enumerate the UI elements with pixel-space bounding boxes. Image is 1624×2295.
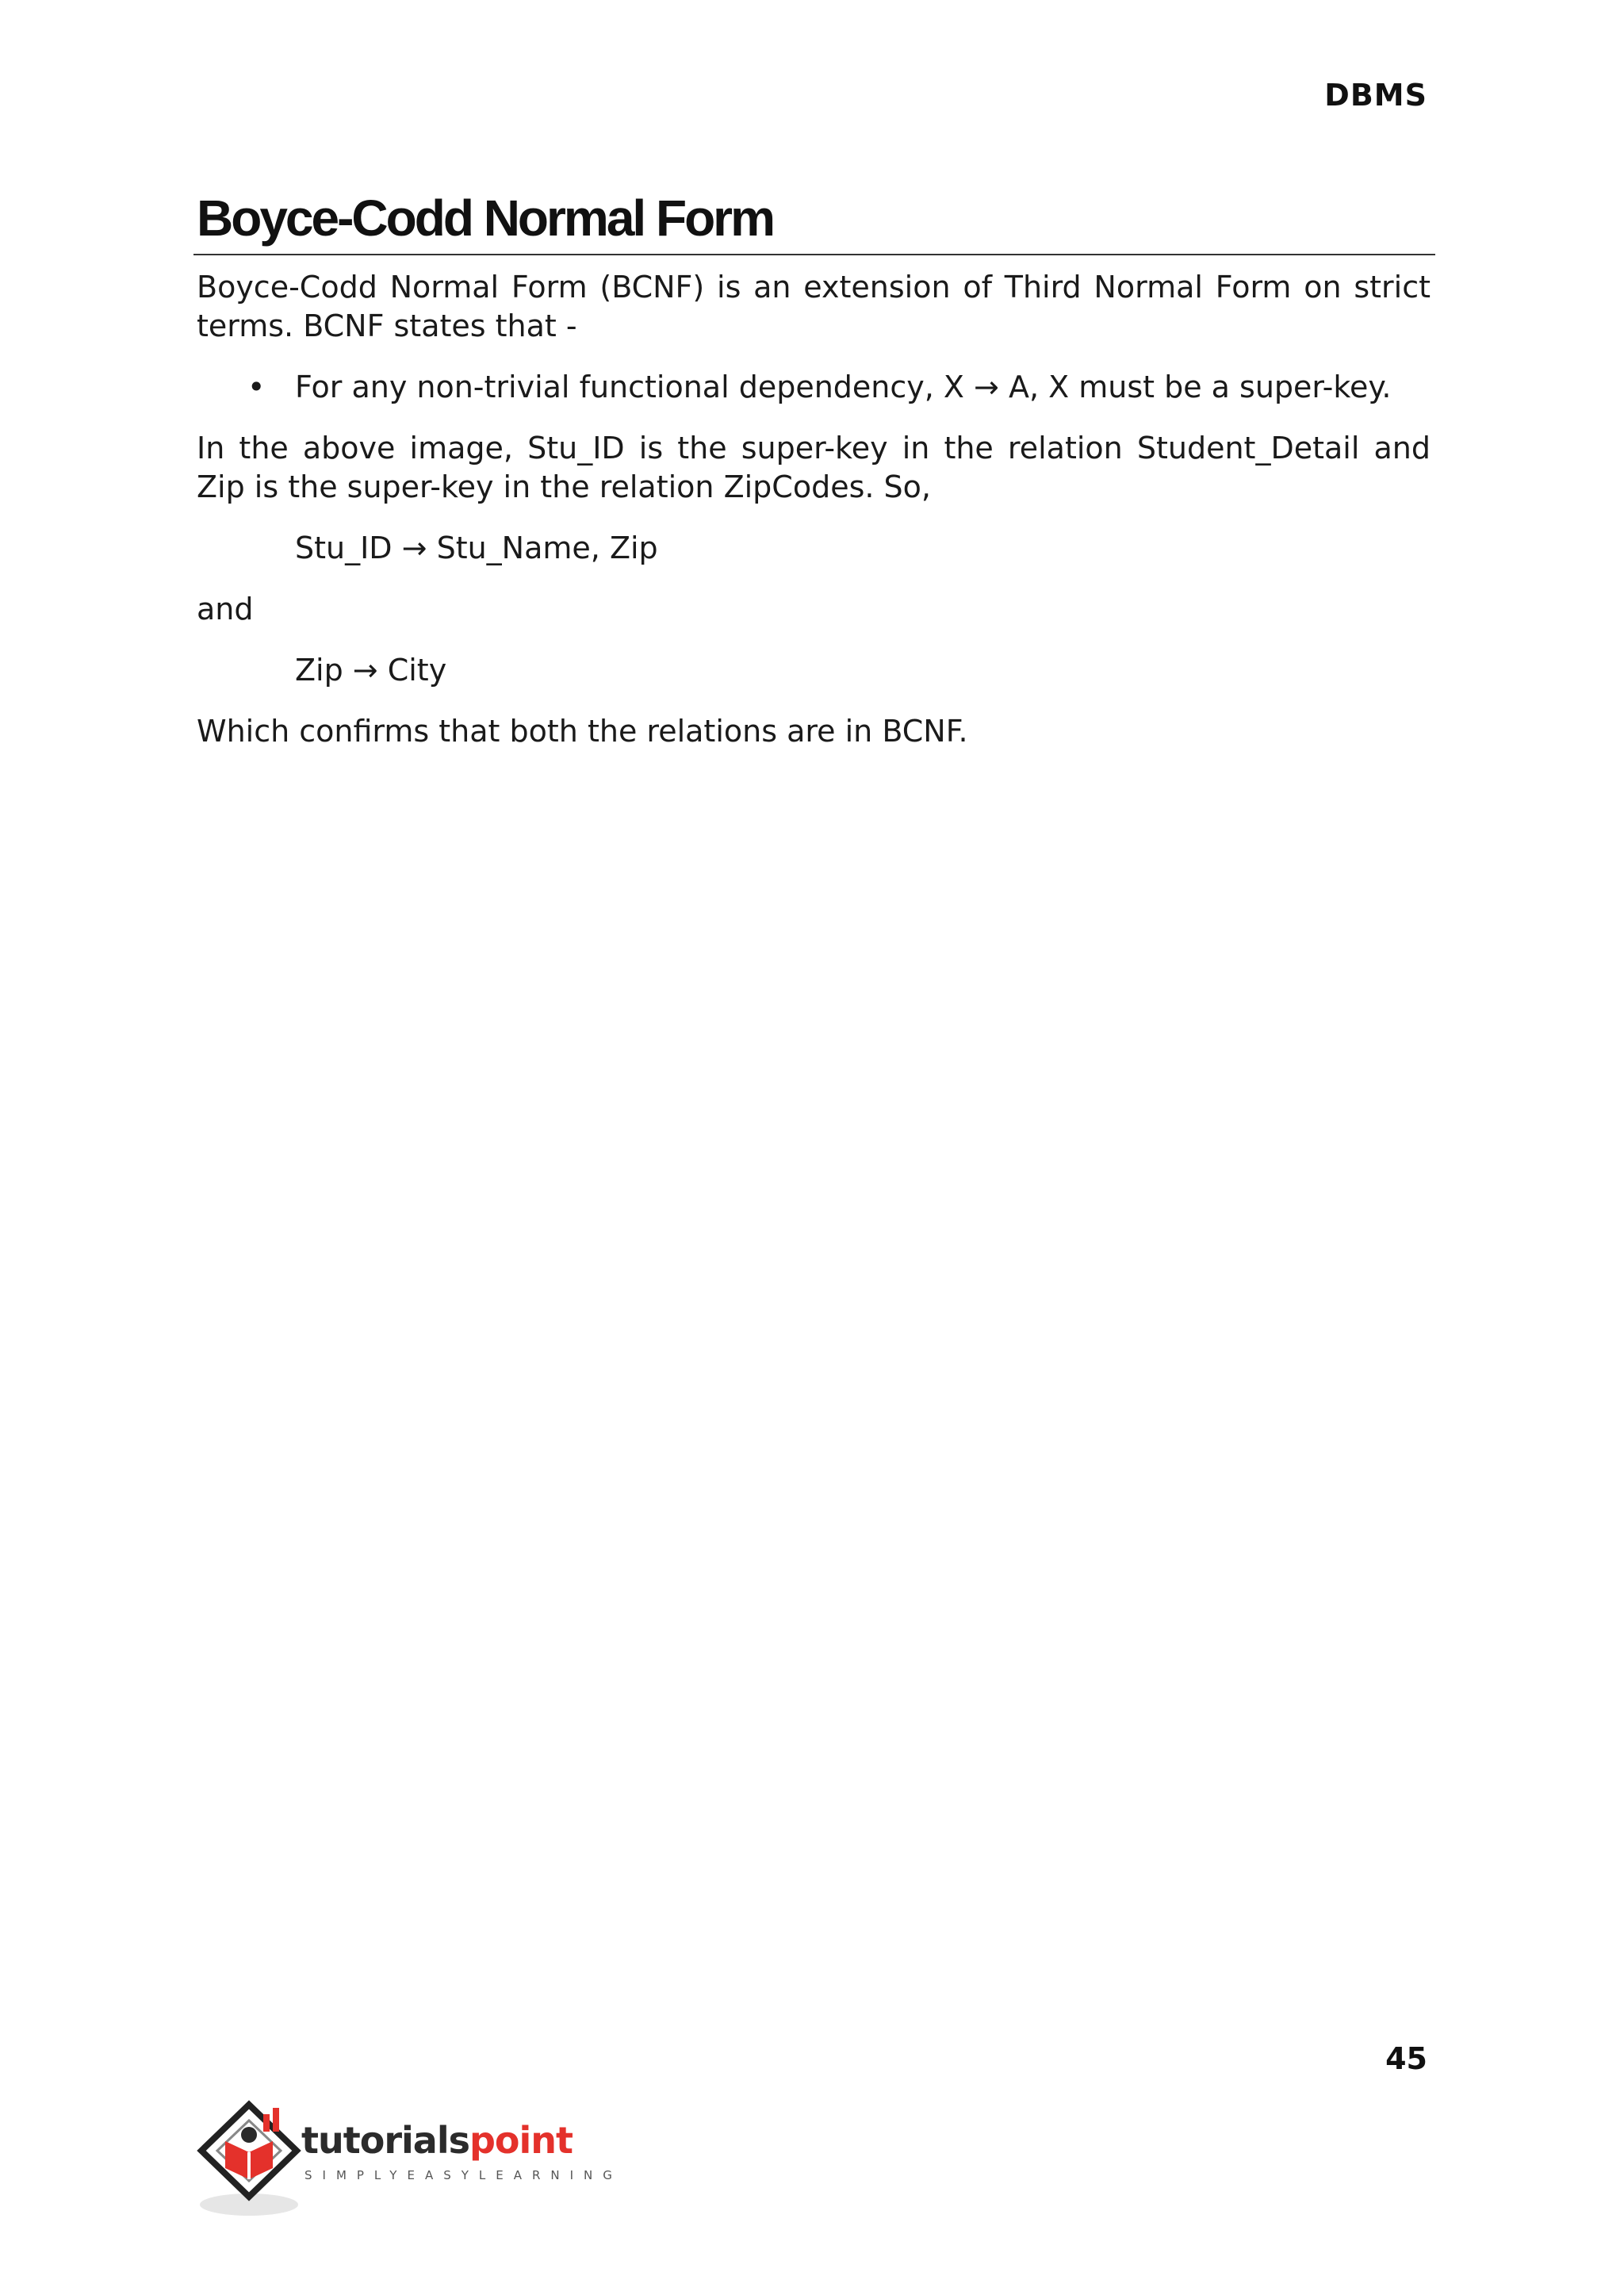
logo-tagline: SIMPLYEASYLEARNING [304, 2168, 622, 2182]
page-number: 45 [1385, 2041, 1427, 2076]
list-item-text: For any non-trivial functional dependency, X → A, X must be a super-key. [295, 370, 1392, 404]
rule-list [197, 368, 1431, 407]
bullet-icon: • [247, 370, 266, 404]
connector-text: and [197, 592, 254, 626]
running-header: DBMS [1324, 78, 1427, 113]
intro-paragraph: Boyce-Codd Normal Form (BCNF) is an extension of Third Normal Form on strict terms. BCNF states that - [197, 270, 1431, 343]
dependency-zip: Zip → City [295, 653, 447, 688]
title-underline [193, 254, 1435, 255]
logo-wordmark [301, 2119, 573, 2162]
list-item [197, 368, 1431, 407]
explanation-paragraph: In the above image, Stu_ID is the super-key in the relation Student_Detail and Zip is the super-key in the relation ZipCodes. So, [197, 431, 1431, 504]
conclusion-paragraph: Which confirms that both the relations are in BCNF. [197, 714, 968, 749]
dependency-stu-id: Stu_ID → Stu_Name, Zip [295, 531, 658, 565]
logo-wordmark-part2: point [469, 2119, 573, 2162]
logo-wordmark-part1: tutorials [301, 2119, 469, 2162]
body-content [197, 268, 1431, 773]
section-title: Boyce-Codd Normal Form [197, 190, 773, 247]
logo-diamond-icon [193, 2100, 304, 2219]
tutorialspoint-logo [193, 2100, 622, 2219]
